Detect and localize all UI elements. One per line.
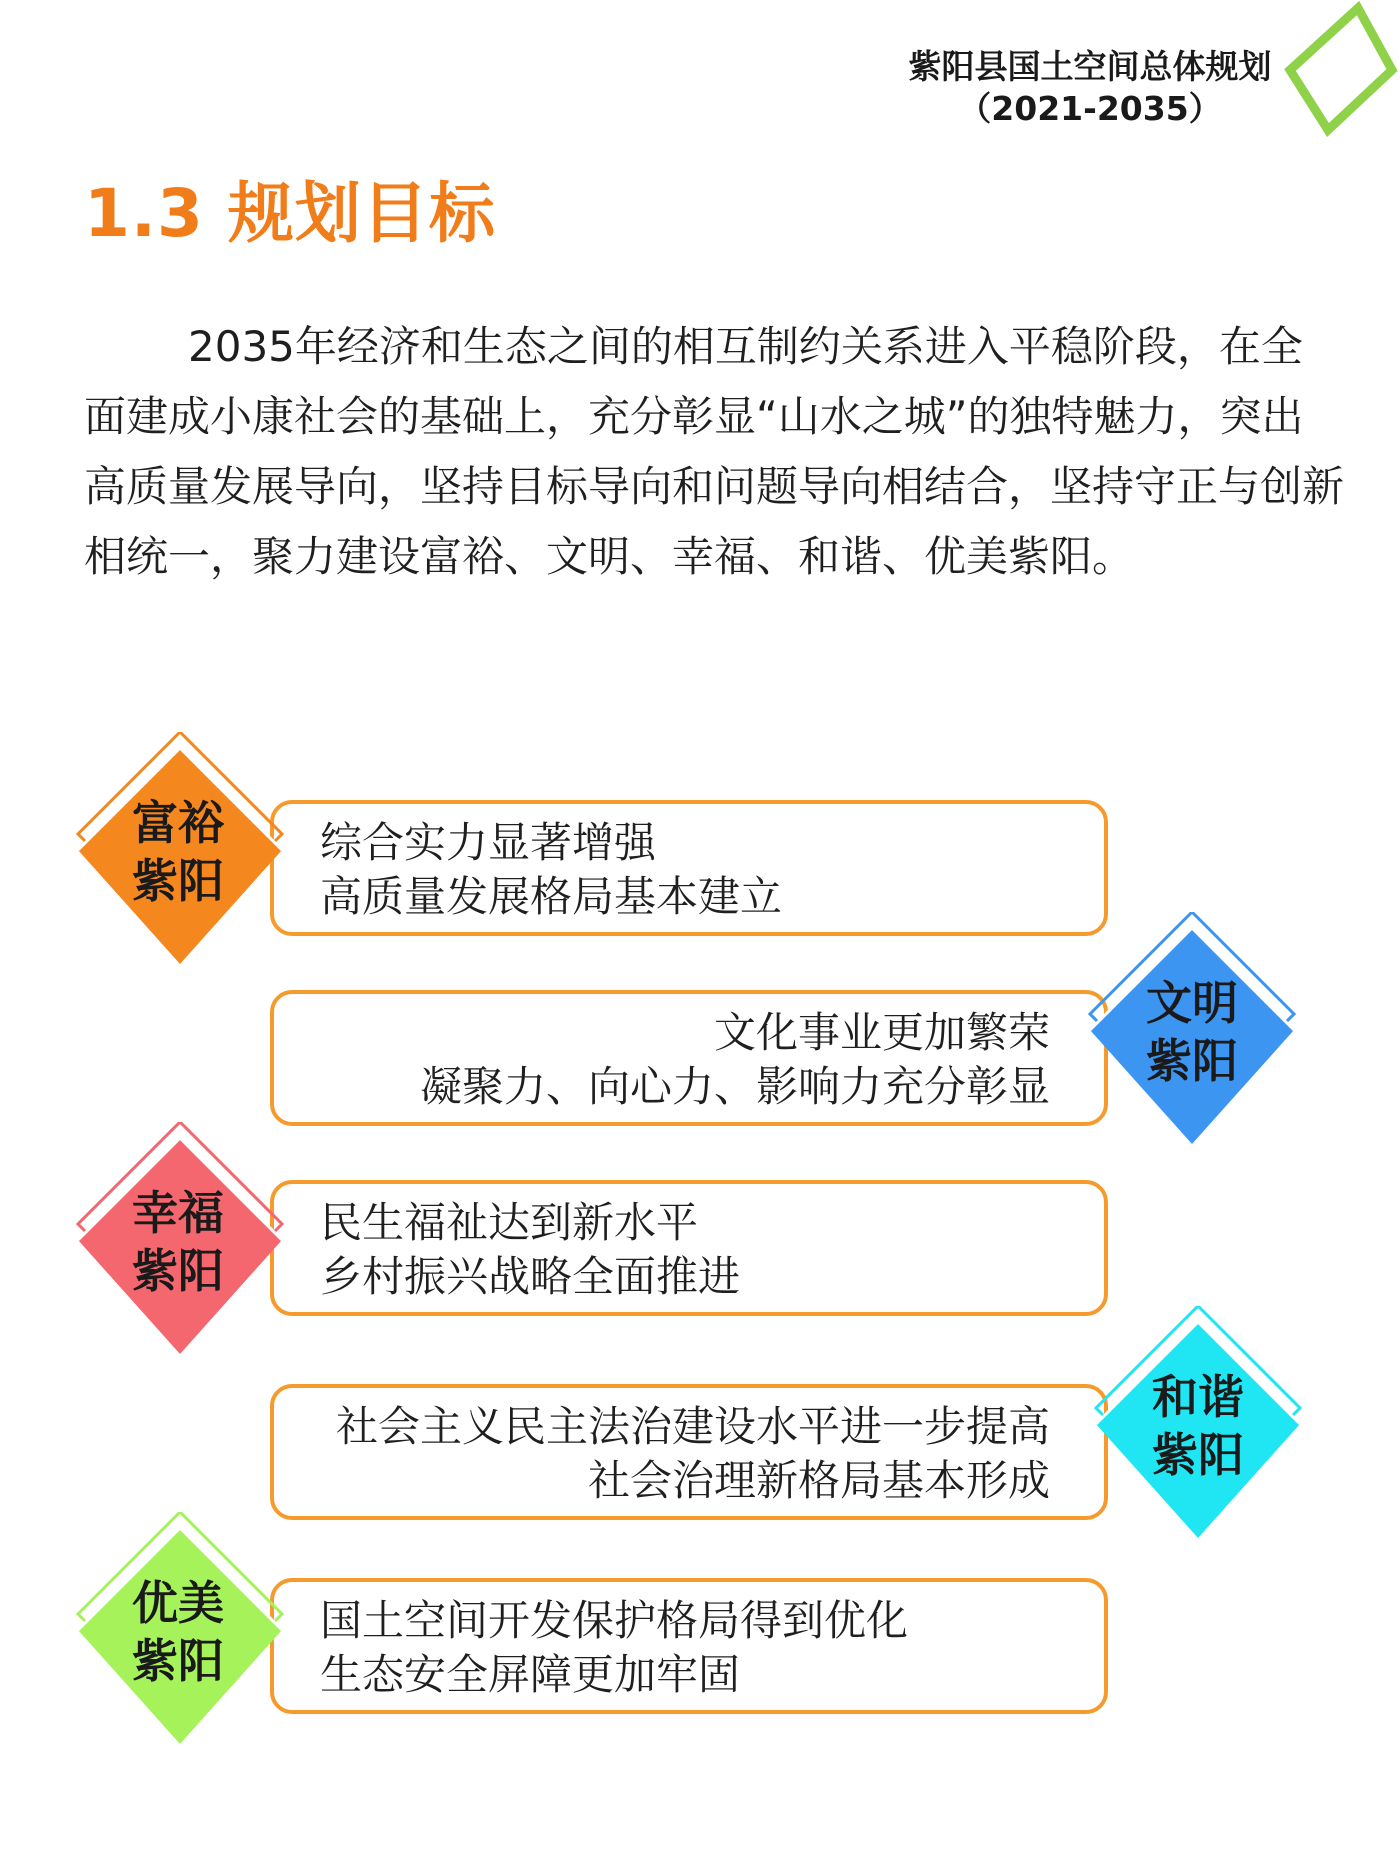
badge-label-line1: 富裕 <box>132 796 224 850</box>
goal-text-line: 生态安全屏障更加牢固 <box>320 1650 741 1699</box>
goal-text-line: 综合实力显著增强 <box>320 818 657 867</box>
goal-text-line: 高质量发展格局基本建立 <box>320 872 783 921</box>
section-title: 1.3 规划目标 <box>84 175 496 252</box>
goal-text-line: 国土空间开发保护格局得到优化 <box>320 1596 909 1645</box>
goal-box-prosperous <box>270 800 1108 936</box>
goal-box-happy <box>270 1180 1108 1316</box>
intro-paragraph: 2035年经济和生态之间的相互制约关系进入平稳阶段，在全面建成小康社会的基础上，充分彰显“山水之城”的独特魅力，突出高质量发展导向，坚持目标导向和问题导向相结合，坚持守正与创新相统一，聚力建设富裕、文明、幸福、和谐、优美紫阳。 <box>84 322 1345 581</box>
badge-civilized-ziyang <box>1080 912 1300 1152</box>
badge-label-line1: 幸福 <box>132 1186 224 1240</box>
goal-text-line: 凝聚力、向心力、影响力充分彰显 <box>419 1062 1050 1111</box>
badge-label-line1: 和谐 <box>1152 1370 1244 1424</box>
document-header-years: （2021-2035） <box>958 89 1222 128</box>
badge-label-line1: 文明 <box>1146 976 1238 1030</box>
badge-prosperous-ziyang <box>72 732 292 972</box>
badge-happy-ziyang <box>72 1122 292 1362</box>
badge-label-line1: 优美 <box>132 1576 224 1630</box>
goal-text-line: 社会主义民主法治建设水平进一步提高 <box>335 1402 1050 1451</box>
badge-beautiful-ziyang <box>72 1512 292 1752</box>
goal-box-civilized <box>270 990 1108 1126</box>
document-header <box>880 46 1300 130</box>
goal-box-harmonious <box>270 1384 1108 1520</box>
goal-text-line: 乡村振兴战略全面推进 <box>320 1252 741 1301</box>
goal-text-line: 民生福祉达到新水平 <box>320 1198 699 1247</box>
badge-label-line2: 紫阳 <box>132 854 224 908</box>
badge-label-line2: 紫阳 <box>132 1244 224 1298</box>
badge-label-line2: 紫阳 <box>1146 1034 1238 1088</box>
corner-diamond-decoration <box>1240 0 1400 160</box>
goal-text-line: 文化事业更加繁荣 <box>713 1008 1050 1057</box>
document-header-title: 紫阳县国土空间总体规划 <box>908 47 1272 86</box>
goal-text-line: 社会治理新格局基本形成 <box>587 1456 1050 1505</box>
badge-label-line2: 紫阳 <box>1152 1428 1244 1482</box>
goal-box-beautiful <box>270 1578 1108 1714</box>
badge-harmonious-ziyang <box>1086 1306 1306 1546</box>
badge-label-line2: 紫阳 <box>132 1634 224 1688</box>
